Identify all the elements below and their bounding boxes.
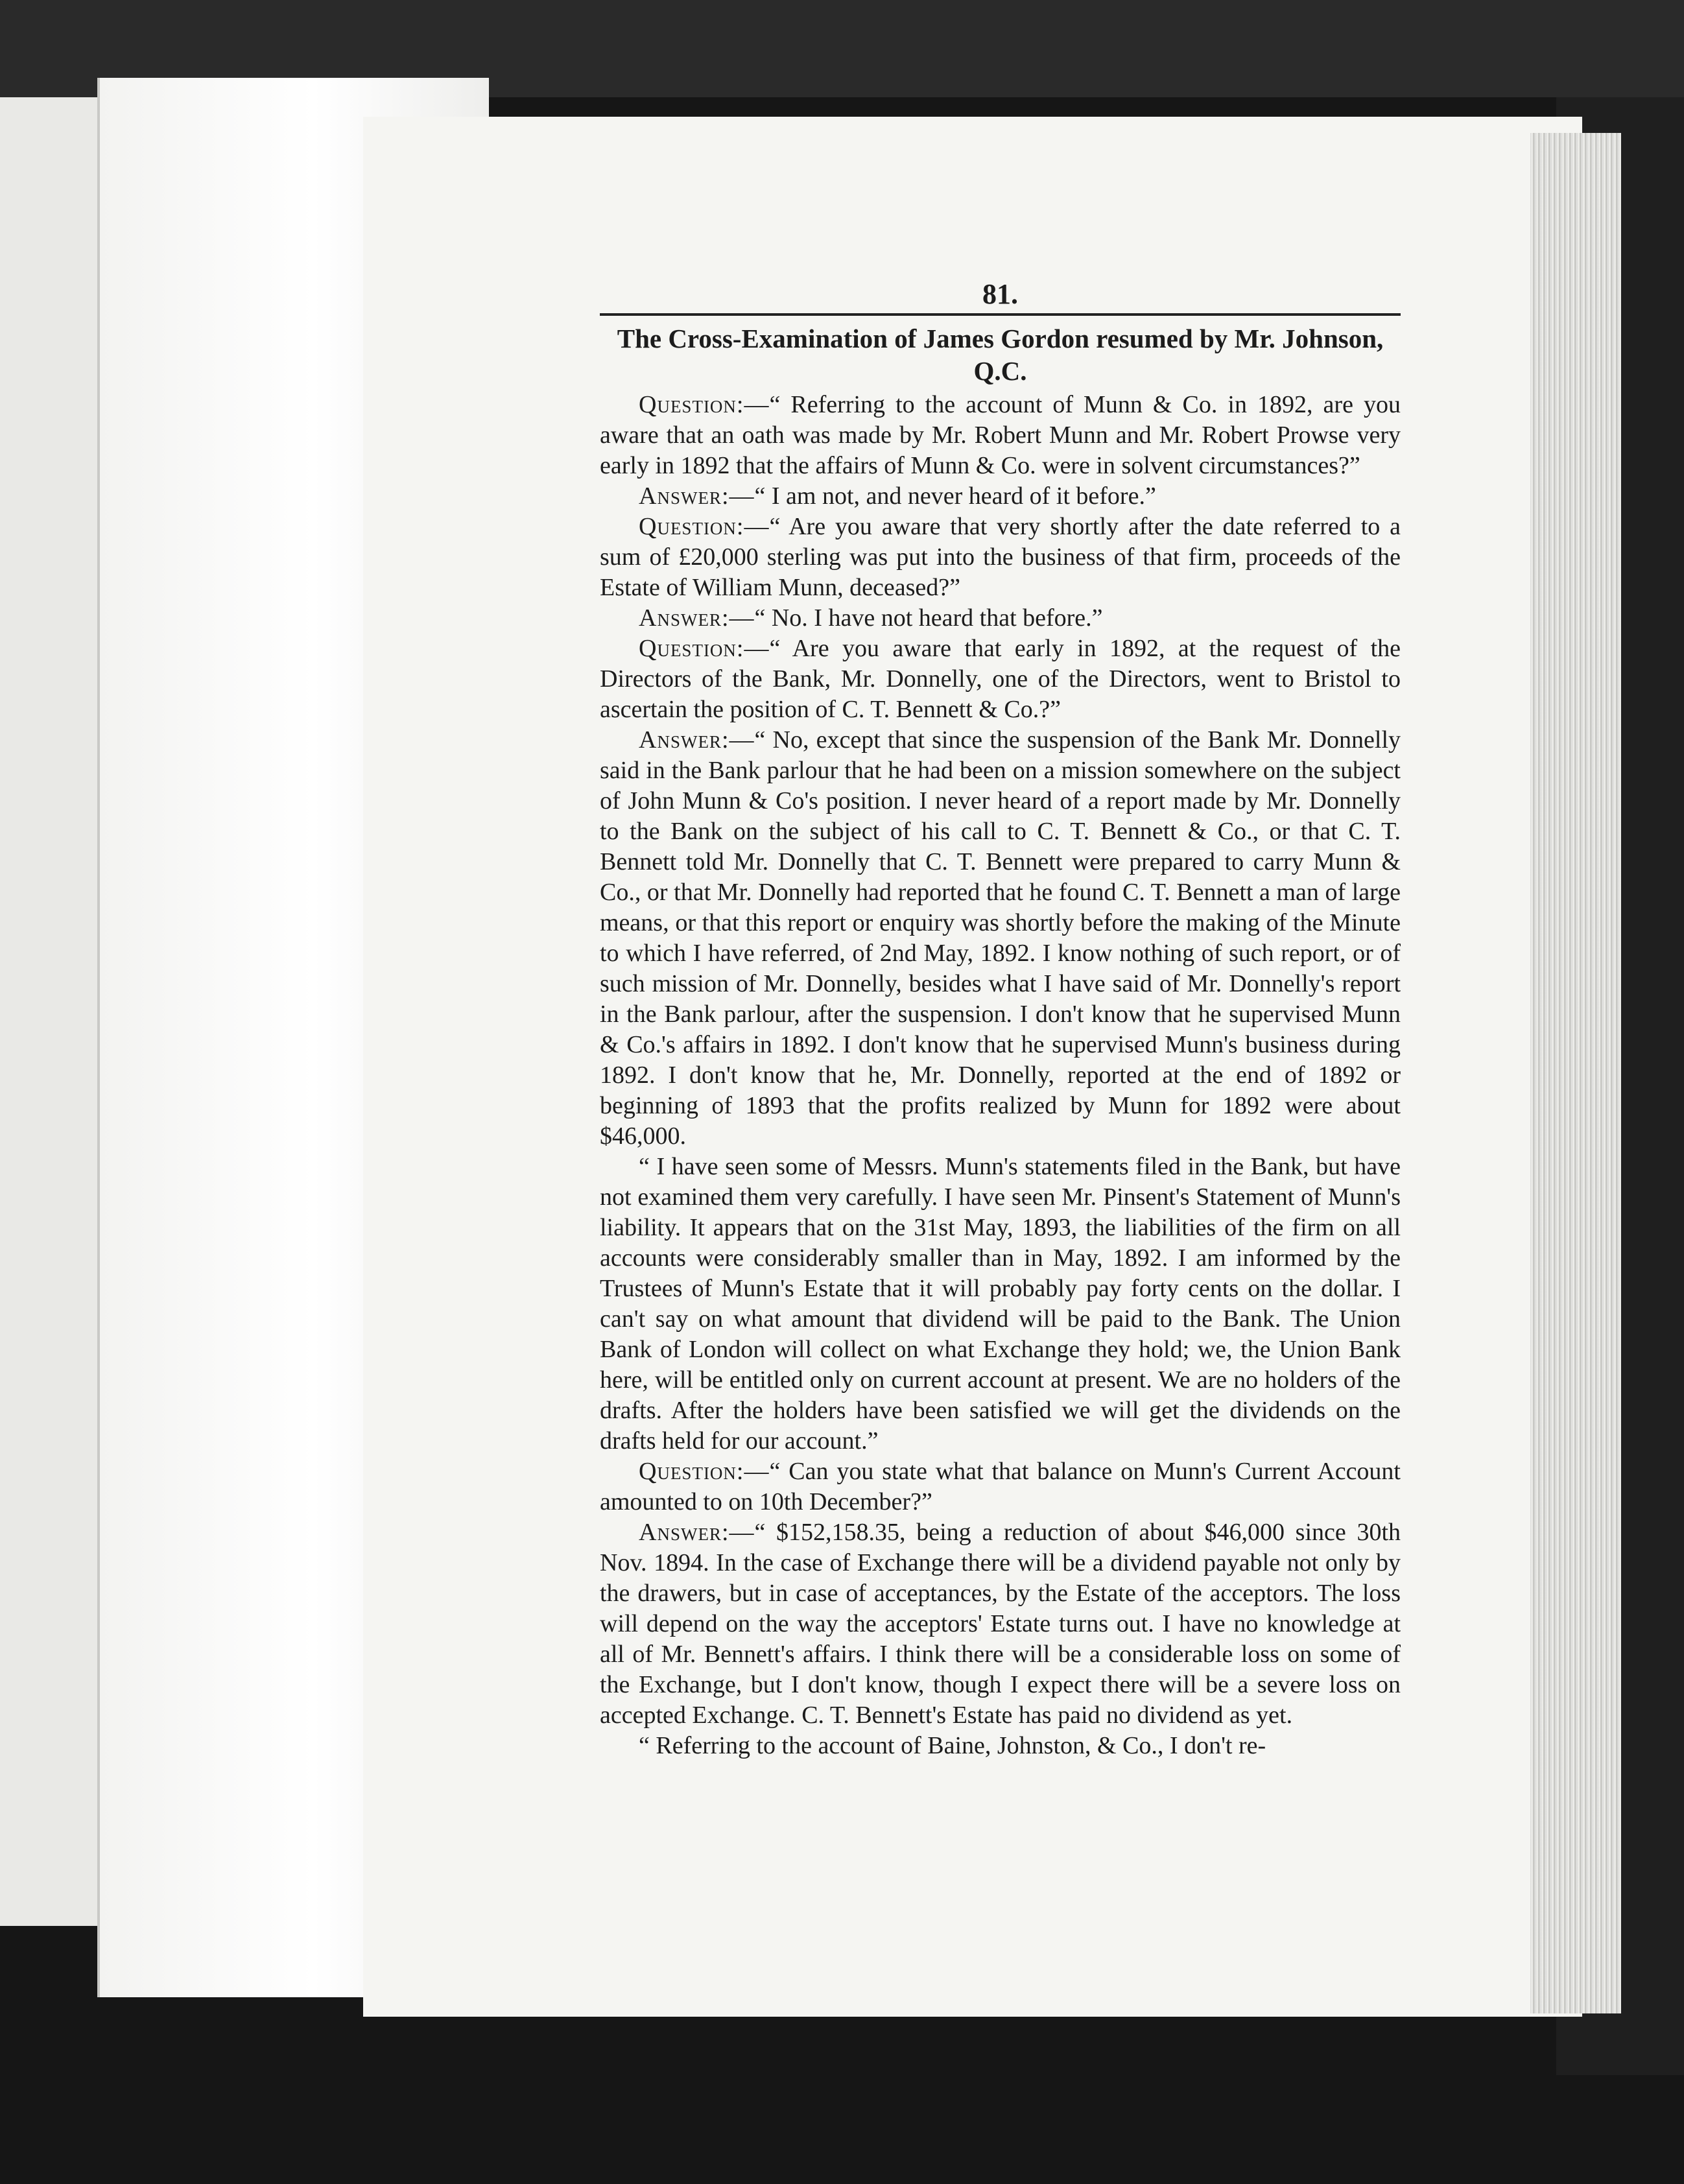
testimony-paragraph — [600, 1152, 1401, 1456]
speaker-label: Answer:— — [639, 726, 755, 754]
paragraph-text: “ Are you aware that early in 1892, at the request of the Directors of the Bank, Mr. Donnelly, one of the Directors, went to Bristol to ascertain the position of C. T. Bennett & Co.?” — [600, 635, 1401, 723]
page-content — [600, 279, 1401, 1761]
paragraph-text: “ $152,158.35, being a reduction of about $46,000 since 30th Nov. 1894. In the case of Exchange there will be a dividend payable not only by the drawers, but in case of acceptances, by the Estate of the acceptors. The loss will depend on the way the acceptors' Estate turns out. I have no knowledge at all of Mr. Bennett's affairs. I think there will be a considerable loss on some of the Exchange, but I don't know, though I expect there will be a severe loss on accepted Exchange. C. T. Bennett's Estate has paid no dividend as yet. — [600, 1519, 1401, 1729]
speaker-label: Question:— — [639, 1458, 770, 1485]
testimony-paragraph — [600, 725, 1401, 1152]
speaker-label: Answer:— — [639, 1519, 755, 1546]
facing-page-edge — [0, 97, 97, 1926]
testimony-paragraph — [600, 1731, 1401, 1761]
page-number: 81. — [982, 278, 1018, 310]
testimony-paragraph — [600, 634, 1401, 725]
speaker-label: Question:— — [639, 513, 770, 540]
testimony-paragraph — [600, 1517, 1401, 1731]
testimony-paragraph — [600, 1456, 1401, 1517]
paragraph-text: “ Referring to the account of Baine, Johnston, & Co., I don't re- — [639, 1732, 1266, 1759]
speaker-label: Answer:— — [639, 604, 755, 632]
paragraph-text: “ Are you aware that very shortly after the date referred to a sum of £20,000 sterling was put into the business of that firm, proceeds of the Estate of William Munn, deceased?” — [600, 513, 1401, 601]
speaker-label: Question:— — [639, 391, 770, 418]
speaker-label: Answer:— — [639, 482, 755, 510]
paragraph-text: “ No. I have not heard that before.” — [754, 604, 1103, 632]
header-rule — [600, 313, 1401, 316]
testimony-paragraph — [600, 390, 1401, 481]
paragraph-text: “ I have seen some of Messrs. Munn's statements filed in the Bank, but have not examined them very carefully. I have seen Mr. Pinsent's Statement of Munn's liability. It appears that on the 31st May, 1893, the liabilities of the firm on all accounts were considerably smaller than in May, 1892. I am informed by the Trustees of Munn's Estate that it will probably pay forty cents on the dollar. I can't say on what amount that dividend will be paid to the Bank. The Union Bank of London will collect on what Exchange they hold; we, the Union Bank here, will be entitled only on current account at present. We are no holders of the drafts. After the holders have been satisfied we will get the dividends on the drafts held for our account.” — [600, 1153, 1401, 1454]
testimony-paragraph — [600, 603, 1401, 634]
testimony-paragraph — [600, 512, 1401, 603]
page-stack-edges — [1530, 133, 1621, 2013]
paragraph-text: “ Referring to the account of Munn & Co. in 1892, are you aware that an oath was made by Mr. Robert Munn and Mr. Robert Prowse very early in 1892 that the affairs of Munn & Co. were in solvent circumstances?” — [600, 391, 1401, 479]
paragraph-text: “ Can you state what that balance on Munn's Current Account amounted to on 10th December?” — [600, 1458, 1401, 1515]
speaker-label: Question:— — [639, 635, 770, 662]
section-heading: The Cross-Examination of James Gordon resumed by Mr. Johnson, Q.C. — [617, 324, 1384, 386]
paragraph-text: “ I am not, and never heard of it before.” — [754, 482, 1156, 510]
testimony-paragraph — [600, 481, 1401, 512]
paragraph-text: “ No, except that since the suspension of the Bank Mr. Donnelly said in the Bank parlour that he had been on a mission somewhere on the subject of John Munn & Co's position. I never heard of a report made by Mr. Donnelly to the Bank on the subject of his call to C. T. Bennett & Co., or that C. T. Bennett told Mr. Donnelly that C. T. Bennett were prepared to carry Munn & Co., or that Mr. Donnelly had reported that he found C. T. Bennett a man of large means, or that this report or enquiry was shortly before the making of the Minute to which I have referred, of 2nd May, 1892. I know nothing of such report, or of such mission of Mr. Donnelly, besides what I have said of Mr. Donnelly's report in the Bank parlour, after the suspension. I don't know that he supervised Munn & Co.'s affairs in 1892. I don't know that he supervised Munn's business during 1892. I don't know that he, Mr. Donnelly, reported at the end of 1892 or beginning of 1893 that the profits realized by Munn for 1892 were about $46,000. — [600, 726, 1401, 1150]
